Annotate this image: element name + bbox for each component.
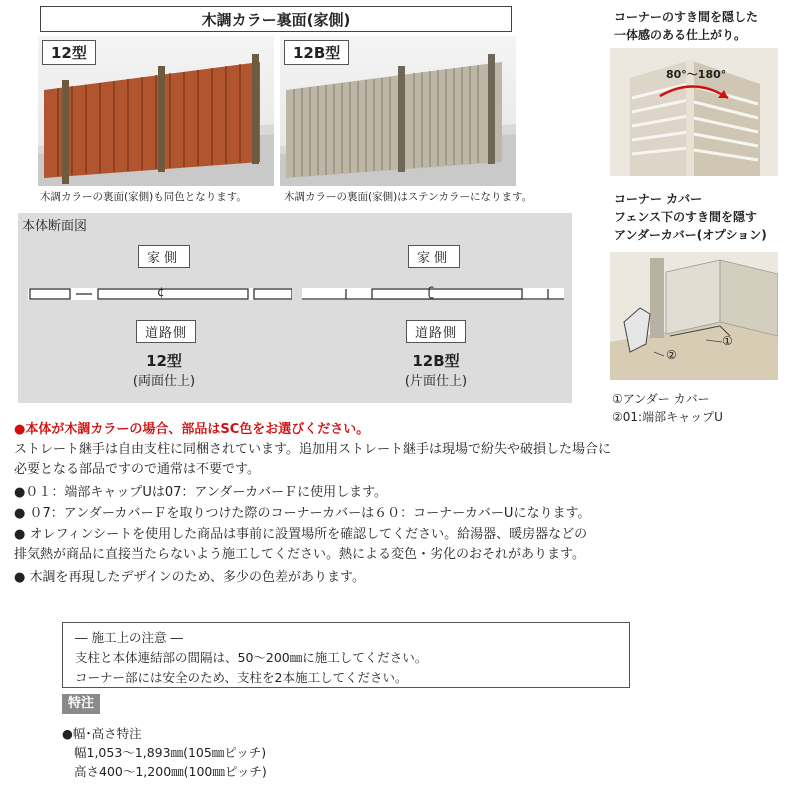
angle-label: 80°～180° (666, 68, 727, 81)
under-cover-image (610, 252, 778, 380)
type-sub-12b: (片面仕上) (404, 374, 468, 389)
note-line: ●０１：端部キャップUは07：アンダーカバーＦに使用します。 (14, 485, 388, 500)
road-side-tag-left: 道路側 (136, 320, 196, 343)
photo-caption-12b: 木調カラーの裏面(家側)はステンカラーになります。 (284, 191, 533, 203)
photo-12-type (38, 36, 274, 186)
house-side-tag-right: 家側 (408, 245, 460, 268)
photo-caption-12: 木調カラーの裏面(家側)も同色となります。 (40, 191, 247, 203)
notice-line-1: 支柱と本体連結部の間隔は、50～200㎜に施工してください。 (75, 650, 428, 665)
centerline-symbol-right: ʗ (428, 285, 435, 299)
note-line: ● 木調を再現したデザインのため、多少の色差があります。 (14, 570, 366, 585)
callout-2: ② (666, 348, 677, 362)
sc-color-note: ●本体が木調カラーの場合、部品はSC色をお選びください。 (14, 422, 370, 437)
corner-title-1: コーナーのすき間を隠した (614, 10, 759, 24)
centerline-symbol-left: ¢ (157, 285, 165, 299)
callout-1: ① (722, 334, 733, 348)
special-heading: ●幅･高さ特注 (62, 726, 142, 741)
photo-12b-type (280, 36, 516, 186)
special-order-badge: 特注 (62, 694, 100, 714)
cross-section-title: 本体断面図 (22, 219, 88, 234)
construction-notice-box (62, 622, 630, 688)
road-side-tag-right: 道路側 (406, 320, 466, 343)
type-name-12b: 12B型 (412, 352, 460, 370)
section-header: 木調カラー裏面(家側) (40, 6, 512, 32)
photo-label-12: 12型 (42, 40, 96, 65)
legend-2: ②01:端部キャップU (612, 410, 723, 424)
notice-line-2: コーナー部には安全のため、支柱を2本施工してください。 (75, 670, 408, 685)
under-title-1: フェンス下のすき間を隠す (614, 210, 758, 224)
special-height: 高さ400～1,200㎜(100㎜ピッチ) (74, 764, 267, 779)
under-cover-illustration (610, 252, 778, 380)
legend-1: ①アンダー カバー (612, 392, 710, 406)
notice-title: ― 施工上の注意 ― (75, 630, 183, 645)
corner-cover-image (610, 48, 778, 176)
note-line: ストレート継手は自由支柱に同梱されています。追加用ストレート継手は現場で紛失や破損した場合に (14, 442, 611, 457)
corner-title-2: 一体感のある仕上がり。 (614, 28, 747, 42)
cover-title: コーナー カバー (614, 192, 703, 206)
note-line: ● ０7：アンダーカバーＦを取りつけた際のコーナーカバーは６０：コーナーカバーUになります。 (14, 506, 591, 521)
type-sub-12: (両面仕上) (132, 374, 196, 389)
note-line: 排気熱が商品に直接当たらないよう施工してください。熱による変色・劣化のおそれがあります。 (14, 547, 585, 562)
type-name-12: 12型 (146, 352, 182, 370)
note-line: ● オレフィンシートを使用した商品は事前に設置場所を確認してください。給湯器、暖房器などの (14, 527, 588, 542)
house-side-tag-left: 家側 (138, 245, 190, 268)
photo-label-12b: 12B型 (284, 40, 349, 65)
under-title-2: アンダーカバー(オプション) (614, 228, 767, 242)
special-width: 幅1,053～1,893㎜(105㎜ピッチ) (74, 745, 267, 760)
note-line: 必要となる部品ですので通常は不要です。 (14, 462, 260, 477)
